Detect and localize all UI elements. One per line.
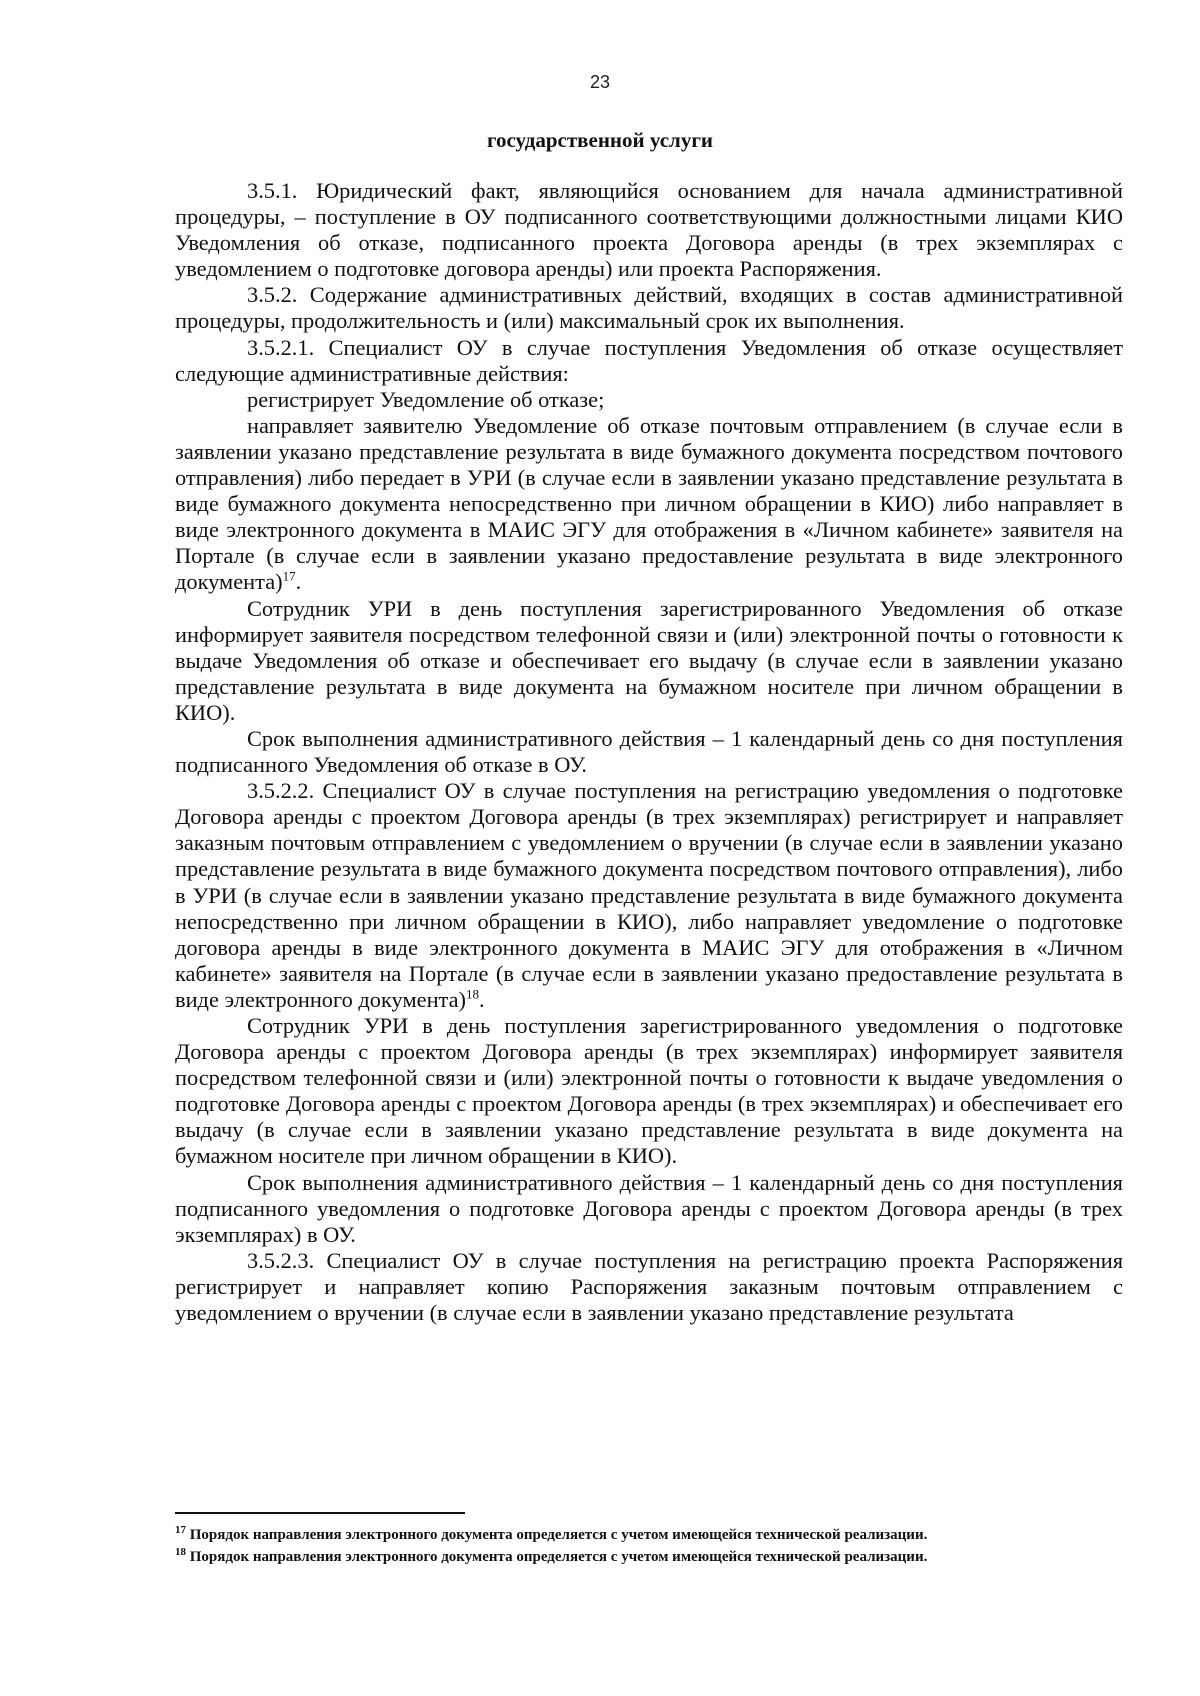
footnote-17-mark: 17 (175, 1524, 186, 1536)
section-title: государственной услуги (487, 128, 713, 152)
paragraph-3-5-2-2-text: 3.5.2.2. Специалист ОУ в случае поступления на регистрацию уведомления о подготовке Договора аренды с проектом Договора аренды (в трех экземплярах) регистрирует и направляет заказным почтовым отправлением с уведомлением о вручении (в случае если в заявлении указано представление результата в виде бумажного документа посредством почтового отправления), либо в УРИ (в случае если в заявлении указано представление результата в виде бумажного документа непосредственно при личном обращении в КИО), либо направляет уведомление о подготовке договора аренды в виде электронного документа в МАИС ЭГУ для отображения в «Личном кабинете» заявителя на Портале (в случае если в заявлении указано предоставление результата в виде электронного документа) (175, 778, 1123, 1012)
paragraph-3-5-2-1: 3.5.2.1. Специалист ОУ в случае поступления Уведомления об отказе осуществляет следующие административные действия: (175, 334, 1123, 386)
paragraph-uri-informs-refusal: Сотрудник УРИ в день поступления зарегистрированного Уведомления об отказе информирует заявителя посредством телефонной связи и (или) электронной почты о готовности к выдаче Уведомления об отказе и обеспечивает его выдачу (в случае если в заявлении указано представление результата в виде документа на бумажном носителе при личном обращении в КИО). (175, 595, 1123, 725)
paragraph-deadline-refusal: Срок выполнения административного действия – 1 календарный день со дня поступления подписанного Уведомления об отказе в ОУ. (175, 725, 1123, 778)
paragraph-send-notice-text: направляет заявителю Уведомление об отказе почтовым отправлением (в случае если в заявлении указано представление результата в виде бумажного документа посредством почтового отправления) либо передает в УРИ (в случае если в заявлении указано представление результата в виде бумажного документа непосредственно при личном обращении в КИО) либо направляет в виде электронного документа в МАИС ЭГУ для отображения в «Личном кабинете» заявителя на Портале (в случае если в заявлении указано предоставление результата в виде электронного документа) (175, 412, 1123, 595)
paragraph-3-5-2-3: 3.5.2.3. Специалист ОУ в случае поступления на регистрацию проекта Распоряжения регистрирует и направляет копию Распоряжения заказным почтовым отправлением с уведомлением о вручении (в случае если в заявлении указано представление результата (175, 1247, 1123, 1326)
paragraph-deadline-lease: Срок выполнения административного действия – 1 календарный день со дня поступления подписанного уведомления о подготовке Договора аренды с проектом Договора аренды (в трех экземплярах) в ОУ. (175, 1169, 1123, 1247)
paragraph-uri-informs-lease: Сотрудник УРИ в день поступления зарегистрированного уведомления о подготовке Договора аренды с проектом Договора аренды (в трех экземплярах) информирует заявителя посредством телефонной связи и (или) электронной почты о готовности к выдаче уведомления о подготовке Договора аренды с проектом Договора аренды (в трех экземплярах) и обеспечивает его выдачу (в случае если в заявлении указано представление результата в виде документа на бумажном носителе при личном обращении в КИО). (175, 1013, 1123, 1169)
footnote-18-mark: 18 (175, 1546, 186, 1558)
footnote-ref-17: 17 (282, 568, 296, 584)
footnote-17-text: Порядок направления электронного документа определяется с учетом имеющейся технической реализации. (186, 1527, 928, 1543)
paragraph-3-5-2-2-tail: . (479, 986, 485, 1012)
paragraph-3-5-2: 3.5.2. Содержание административных действий, входящих в состав административной процедуры, продолжительность и (или) максимальный срок их выполнения. (175, 282, 1123, 334)
footnote-18-text: Порядок направления электронного документа определяется с учетом имеющейся технической реализации. (186, 1549, 928, 1565)
footnotes (175, 1524, 1123, 1568)
paragraph-3-5-2-2 (175, 778, 1123, 1013)
footnote-17 (175, 1524, 1123, 1546)
footnote-18 (175, 1546, 1123, 1568)
paragraph-send-notice-tail: . (295, 569, 302, 595)
paragraph-register-notice: регистрирует Уведомление об отказе; (247, 386, 605, 412)
paragraph-send-notice (175, 413, 1123, 596)
page-number: 23 (589, 72, 611, 92)
paragraph-3-5-1: 3.5.1. Юридический факт, являющийся основанием для начала административной процедуры, – поступление в ОУ подписанного соответствующими должностными лицами КИО Уведомления об отказе, подписанного проекта Договора аренды (в трех экземплярах с уведомлением о подготовке договора аренды) или проекта Распоряжения. (175, 178, 1123, 282)
footnote-ref-18: 18 (466, 986, 480, 1002)
document-body (175, 178, 1123, 1326)
footnote-separator (175, 1512, 465, 1514)
